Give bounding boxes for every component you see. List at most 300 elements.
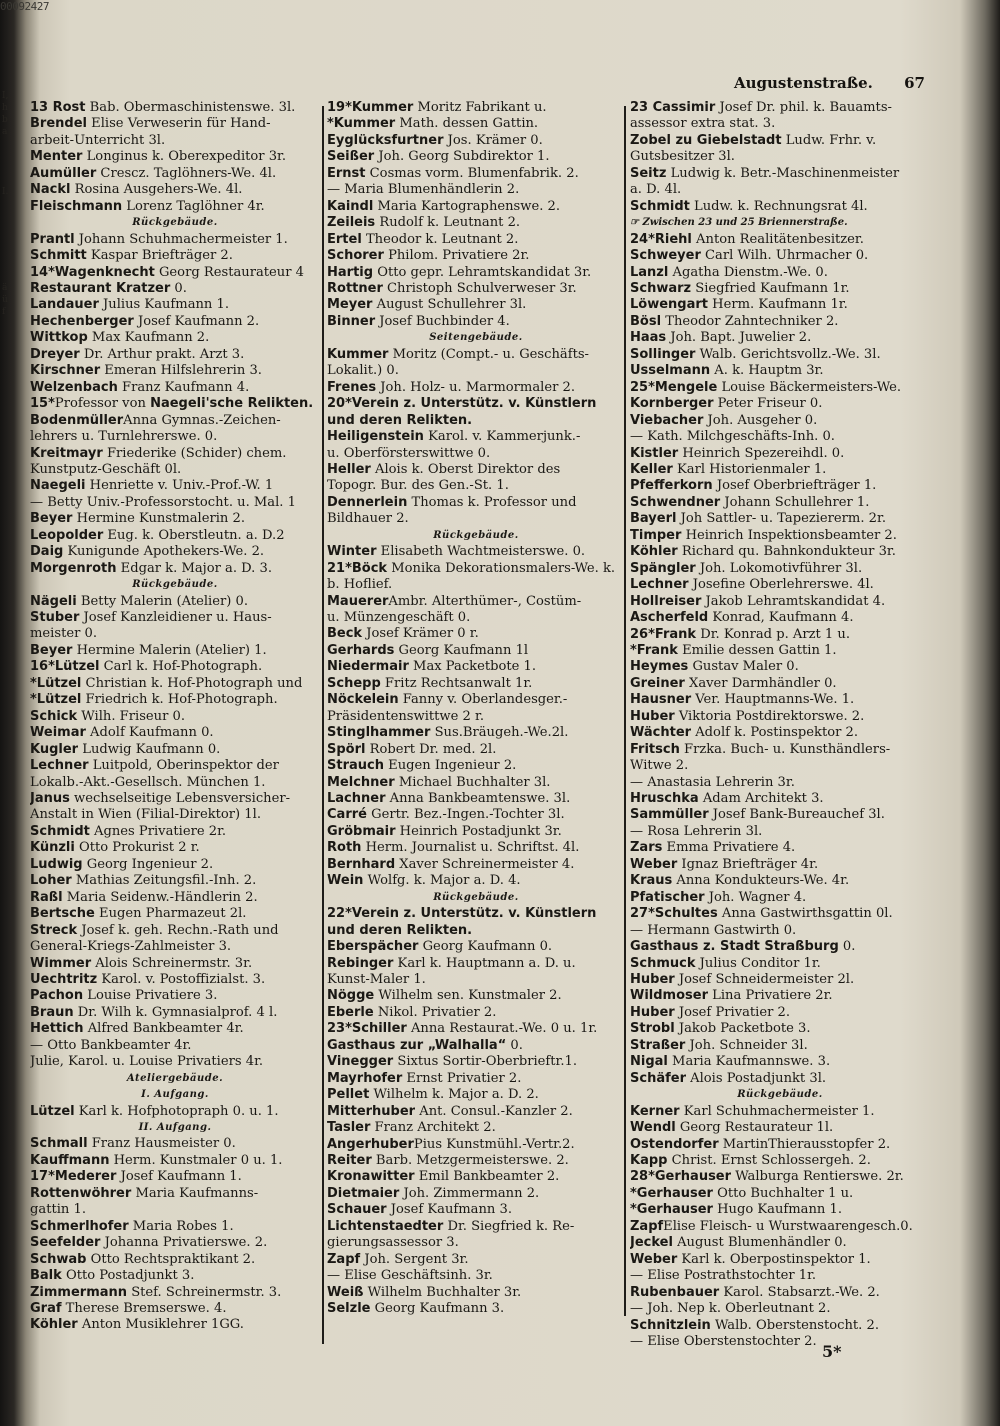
directory-entry xyxy=(630,1021,930,1037)
gutter-fragment xyxy=(2,1038,26,1050)
gutter-fragment xyxy=(2,1194,26,1206)
directory-entry xyxy=(630,1153,930,1169)
resident-name: Melchner xyxy=(327,774,395,790)
entry-details: Stef. Schreinermstr. 3. xyxy=(127,1284,282,1300)
section-heading: I. Aufgang. xyxy=(141,1089,209,1101)
entry-details: Heinrich Inspektionsbeamter 2. xyxy=(681,527,897,543)
entry-details: Herm. Kunstmaler 0 u. 1. xyxy=(109,1152,283,1168)
entry-details: Alois k. Oberst Direktor des xyxy=(370,461,561,477)
resident-name: Wittkop xyxy=(30,330,88,346)
directory-entry xyxy=(630,610,930,626)
entry-details: Adam Architekt 3. xyxy=(698,791,824,807)
resident-name: Gröbmair xyxy=(327,823,396,839)
gutter-fragment xyxy=(2,258,26,270)
entry-details: Joh. Bapt. Juwelier 2. xyxy=(666,330,812,346)
resident-name: Nackl xyxy=(30,182,71,198)
resident-name: Lechner xyxy=(30,758,89,774)
resident-name: Hausner xyxy=(630,692,692,708)
directory-entry xyxy=(327,1219,625,1235)
resident-name: *Frank xyxy=(630,642,678,658)
directory-entry xyxy=(327,116,625,132)
resident-name: Wein xyxy=(327,873,364,889)
directory-entry xyxy=(630,1169,930,1185)
entry-details: Lorenz Taglöhner 4r. xyxy=(122,198,265,214)
directory-entry xyxy=(327,972,625,988)
directory-entry xyxy=(327,1021,625,1037)
directory-entry xyxy=(327,544,625,560)
directory-entry xyxy=(327,347,625,363)
directory-entry xyxy=(30,643,320,659)
gutter-fragment xyxy=(2,1182,26,1194)
resident-name: 19*Kummer xyxy=(327,100,414,115)
entry-details: Josef k. geh. Rechn.-Rath und xyxy=(77,922,279,938)
entry-details: Konrad, Kaufmann 4. xyxy=(708,610,854,626)
gutter-fragment xyxy=(2,1074,26,1086)
directory-entry xyxy=(30,446,320,462)
gutter-fragment xyxy=(2,162,26,174)
directory-entry xyxy=(327,1120,625,1136)
resident-name: Hartig xyxy=(327,264,374,280)
resident-name: Schepp xyxy=(327,675,381,691)
resident-name: Bernhard xyxy=(327,856,396,872)
gutter-fragment xyxy=(2,978,26,990)
resident-name: *Gerhauser xyxy=(630,1202,713,1218)
entry-details: Alois Postadjunkt 3l. xyxy=(685,1070,827,1086)
gutter-fragment xyxy=(2,174,26,186)
entry-details: Agatha Dienstm.-We. 0. xyxy=(668,264,828,280)
entry-details: Emma Privatiere 4. xyxy=(662,840,796,856)
entry-details: Eugen Ingenieur 2. xyxy=(383,758,517,774)
entry-details: Christ. Ernst Schlossergeh. 2. xyxy=(667,1152,871,1168)
gutter-fragment: b xyxy=(2,115,8,125)
resident-name: Winter xyxy=(327,544,377,560)
directory-entry xyxy=(30,857,320,873)
entry-details: Johanna Privatierswe. 2. xyxy=(100,1235,268,1251)
resident-name: 20*Verein z. Unterstütz. v. Künstlern xyxy=(327,396,597,412)
gutter-fragment: I. xyxy=(2,187,9,197)
column-1 xyxy=(30,100,320,1334)
directory-entry xyxy=(630,758,930,774)
directory-entry xyxy=(327,676,625,692)
resident-name: 26*Frank xyxy=(630,626,697,642)
gutter-fragment xyxy=(2,774,26,786)
resident-name: Heymes xyxy=(630,659,689,675)
directory-entry xyxy=(630,1038,930,1054)
directory-entry xyxy=(630,297,930,313)
directory-entry xyxy=(327,775,625,791)
directory-entry xyxy=(327,791,625,807)
directory-entry xyxy=(30,149,320,165)
resident-name: Eberle xyxy=(327,1004,374,1020)
directory-entry xyxy=(30,413,320,429)
resident-name: Weber xyxy=(630,1251,678,1267)
gutter-fragment xyxy=(2,642,26,654)
entry-details: Moritz (Compt.- u. Geschäfts- xyxy=(388,346,589,362)
entry-details: Bab. Obermaschinistenswe. 3l. xyxy=(85,100,296,115)
entry-details: Herm. Kaufmann 1r. xyxy=(708,297,848,313)
resident-name: Sollinger xyxy=(630,346,696,362)
gutter-fragment xyxy=(2,630,26,642)
entry-details: arbeit-Unterricht 3l. xyxy=(30,132,166,148)
column-2 xyxy=(327,100,625,1317)
resident-name: Landauer xyxy=(30,297,99,313)
directory-entry xyxy=(327,692,625,708)
entry-details: Julie, Karol. u. Louise Privatiers 4r. xyxy=(30,1054,264,1070)
gutter-fragment xyxy=(2,498,26,510)
resident-name: Brendel xyxy=(30,116,87,132)
resident-name: Pfatischer xyxy=(630,889,705,905)
directory-entry xyxy=(630,1252,930,1268)
gutter-fragment xyxy=(2,930,26,942)
resident-name: und deren Relikten. xyxy=(327,922,473,938)
entry-details: Anna Restaurat.-We. 0 u. 1r. xyxy=(406,1021,598,1037)
gutter-fragment xyxy=(2,1170,26,1182)
entry-details: Karol. v. Kammerjunk.- xyxy=(423,429,581,445)
entry-details: Josef Oberbriefträger 1. xyxy=(712,478,877,494)
resident-name: Kornberger xyxy=(630,396,714,412)
entry-details: Franz Hausmeister 0. xyxy=(87,1136,236,1152)
section-heading: Seitengebäude. xyxy=(429,332,523,344)
entry-details: Franz Architekt 2. xyxy=(370,1120,496,1136)
entry-details: Emilie dessen Gattin 1. xyxy=(677,642,837,658)
entry-details: Ludw. Frhr. v. xyxy=(781,132,877,148)
resident-name: Morgenroth xyxy=(30,560,117,576)
entry-details: Maria Kaufmannswe. 3. xyxy=(667,1054,831,1070)
directory-entry xyxy=(30,462,320,478)
entry-details: Otto Postadjunkt 3. xyxy=(61,1268,195,1284)
directory-entry xyxy=(327,281,625,297)
resident-name: Seefelder xyxy=(30,1235,101,1251)
entry-details: Ver. Hauptmanns-We. 1. xyxy=(691,692,855,708)
entry-details: Otto Rechtspraktikant 2. xyxy=(86,1251,256,1267)
directory-entry xyxy=(630,659,930,675)
directory-entry xyxy=(30,775,320,791)
entry-details: Anstalt in Wien (Filial-Direktor) 1l. xyxy=(30,807,261,823)
entry-details: Präsidentenswittwe 2 r. xyxy=(327,708,485,724)
gutter-fragment xyxy=(2,1098,26,1110)
directory-entry xyxy=(630,956,930,972)
gutter-fragment xyxy=(2,510,26,522)
resident-name: Kirschner xyxy=(30,363,101,379)
entry-details: — Elise Geschäftsinh. 3r. xyxy=(327,1268,493,1284)
directory-entry xyxy=(630,824,930,840)
resident-name: Wimmer xyxy=(30,955,92,971)
entry-details: Emeran Hilfslehrerin 3. xyxy=(100,363,262,379)
resident-name: Timper xyxy=(630,527,682,543)
gutter-fragment xyxy=(2,702,26,714)
directory-entry xyxy=(327,988,625,1004)
resident-name: Balk xyxy=(30,1268,62,1284)
resident-name: Naegeli'sche Relikten. xyxy=(150,396,314,412)
resident-name: Prantl xyxy=(30,231,75,247)
directory-entry xyxy=(30,1202,320,1218)
resident-name: 23*Schiller xyxy=(327,1021,407,1037)
entry-details: Karol. Stabsarzt.-We. 2. xyxy=(719,1284,880,1300)
entry-details: — Betty Univ.-Professorstocht. u. Mal. 1 xyxy=(30,494,296,510)
entry-details: Josef Krämer 0 r. xyxy=(362,626,479,642)
gutter-fragment xyxy=(2,486,26,498)
resident-name: Huber xyxy=(630,972,675,988)
resident-name: Wendl xyxy=(630,1120,676,1136)
resident-name: Kapp xyxy=(630,1152,668,1168)
entry-details: Dr. Wilh k. Gymnasialprof. 4 l. xyxy=(73,1004,278,1020)
directory-entry xyxy=(630,1334,930,1350)
directory-entry xyxy=(30,100,320,116)
directory-entry xyxy=(327,1301,625,1317)
gutter-fragment xyxy=(2,618,26,630)
entry-details: Julius Conditor 1r. xyxy=(695,955,821,971)
directory-entry xyxy=(630,495,930,511)
entry-details: Siegfried Kaufmann 1r. xyxy=(691,280,850,296)
directory-entry xyxy=(30,906,320,922)
entry-details: Karl Schuhmachermeister 1. xyxy=(679,1103,875,1119)
resident-name: Kugler xyxy=(30,741,79,757)
entry-details: Joh. Schneider 3l. xyxy=(685,1037,808,1053)
resident-name: Menter xyxy=(30,149,83,165)
resident-name: Dietmaier xyxy=(327,1185,400,1201)
directory-entry xyxy=(327,100,625,116)
directory-entry xyxy=(30,478,320,494)
directory-entry xyxy=(630,1137,930,1153)
entry-details: Lina Privatiere 2r. xyxy=(708,988,833,1004)
entry-details: Cosmas vorm. Blumenfabrik. 2. xyxy=(365,165,579,181)
entry-details: — Maria Blumenhändlerin 2. xyxy=(327,182,520,198)
directory-entry xyxy=(30,248,320,264)
directory-entry xyxy=(630,528,930,544)
directory-entry xyxy=(327,446,625,462)
entry-details: Joh. Zimmermann 2. xyxy=(399,1185,540,1201)
gutter-fragment xyxy=(2,426,26,438)
resident-name: 23 Cassimir xyxy=(630,100,716,115)
entry-details: Anna Gastwirthsgattin 0l. xyxy=(717,906,893,922)
entry-details: Gertr. Bez.-Ingen.-Tochter 3l. xyxy=(366,807,565,823)
column-3 xyxy=(630,100,930,1350)
directory-entry xyxy=(630,725,930,741)
gutter-fragment xyxy=(2,858,26,870)
entry-details: u. Oberförsterswittwe 0. xyxy=(327,445,491,461)
entry-details: Anton Realitätenbesitzer. xyxy=(691,231,864,247)
resident-name: Frenes xyxy=(327,379,377,395)
resident-name: Viebacher xyxy=(630,412,704,428)
directory-entry xyxy=(630,330,930,346)
gutter-fragment xyxy=(2,1110,26,1122)
resident-name: 24*Riehl xyxy=(630,231,692,247)
entry-details: 0. xyxy=(838,939,856,955)
entry-details: Otto Buchhalter 1 u. xyxy=(712,1185,854,1201)
resident-name: Lanzl xyxy=(630,264,669,280)
directory-entry xyxy=(630,1104,930,1120)
resident-name: Schmidt xyxy=(30,823,90,839)
gutter-fragment xyxy=(2,666,26,678)
directory-entry xyxy=(30,610,320,626)
entry-details: Karol. v. Postoffizialst. 3. xyxy=(97,971,266,987)
entry-details: assessor extra stat. 3. xyxy=(630,116,776,132)
entry-details: Josef Privatier 2. xyxy=(674,1004,791,1020)
directory-entry xyxy=(630,1005,930,1021)
entry-details: Walb. Gerichtsvollz.-We. 3l. xyxy=(695,346,881,362)
resident-name: Spörl xyxy=(327,741,366,757)
resident-name: Vinegger xyxy=(327,1054,394,1070)
resident-name: Schick xyxy=(30,708,78,724)
entry-details: Heinrich Postadjunkt 3r. xyxy=(395,823,562,839)
scan-reference-number: 00092427 xyxy=(0,0,49,13)
resident-name: Raßl xyxy=(30,889,63,905)
entry-details: Fritz Rechtsanwalt 1r. xyxy=(380,675,533,691)
directory-entry xyxy=(327,1137,625,1153)
directory-entry xyxy=(30,824,320,840)
entry-details: Longinus k. Oberexpeditor 3r. xyxy=(82,149,287,165)
directory-entry xyxy=(30,890,320,906)
directory-entry xyxy=(30,495,320,511)
directory-entry xyxy=(30,116,320,132)
entry-details: Richard qu. Bahnkondukteur 3r. xyxy=(677,544,896,560)
entry-details: Georg Kaufmann 1l xyxy=(394,642,529,658)
gutter-fragment xyxy=(2,762,26,774)
directory-entry xyxy=(630,857,930,873)
gutter-fragment xyxy=(2,834,26,846)
resident-name: Bayerl xyxy=(630,511,677,527)
directory-entry xyxy=(30,1005,320,1021)
signature-mark: 5* xyxy=(822,1342,842,1361)
directory-entry xyxy=(30,297,320,313)
resident-name: Beyer xyxy=(30,511,73,527)
directory-entry xyxy=(630,478,930,494)
resident-name: Ostendorfer xyxy=(630,1136,719,1152)
directory-entry xyxy=(327,709,625,725)
resident-name: Kreitmayr xyxy=(30,445,103,461)
directory-entry xyxy=(630,232,930,248)
directory-entry xyxy=(327,1169,625,1185)
entry-details: Wilhelm k. Major a. D. 2. xyxy=(369,1087,539,1103)
entry-details: Michael Buchhalter 3l. xyxy=(394,774,551,790)
entry-details: Georg Kaufmann 3. xyxy=(370,1301,505,1317)
entry-details: Max Packetbote 1. xyxy=(408,659,537,675)
entry-details: wechselseitige Lebensversicher- xyxy=(69,791,291,806)
resident-name: Haas xyxy=(630,330,667,346)
entry-details: Karl k. Oberpostinspektor 1. xyxy=(677,1251,871,1267)
resident-name: Schweyer xyxy=(630,248,701,264)
running-head-street: Augustenstraße. xyxy=(733,74,873,92)
directory-entry xyxy=(630,544,930,560)
entry-details: Kaspar Briefträger 2. xyxy=(86,248,233,264)
directory-entry xyxy=(327,807,625,823)
gutter-fragment xyxy=(2,450,26,462)
resident-name: Rottenwöhrer xyxy=(30,1185,132,1201)
resident-name: Restaurant Kratzer xyxy=(30,280,171,296)
entry-details: Kunst-Maler 1. xyxy=(327,971,426,987)
directory-entry xyxy=(630,1120,930,1136)
directory-entry xyxy=(327,232,625,248)
entry-details: Joh Sattler- u. Tapeziererm. 2r. xyxy=(676,511,886,527)
directory-entry xyxy=(327,478,625,494)
gutter-fragment: f xyxy=(2,307,6,317)
directory-entry xyxy=(30,511,320,527)
directory-entry xyxy=(327,149,625,165)
directory-entry xyxy=(30,281,320,297)
directory-entry xyxy=(30,725,320,741)
directory-entry xyxy=(630,594,930,610)
entry-details: Joh. Ausgeher 0. xyxy=(703,412,818,428)
gutter-fragment xyxy=(2,150,26,162)
directory-entry xyxy=(30,988,320,1004)
gutter-fragment xyxy=(2,846,26,858)
entry-details: Josef Dr. phil. k. Bauamts- xyxy=(715,100,892,115)
directory-entry xyxy=(630,807,930,823)
resident-name: Gasthaus zur „Walhalla“ xyxy=(327,1037,507,1053)
entry-details: Luitpold, Oberinspektor der xyxy=(88,758,279,774)
entry-details: u. Münzengeschäft 0. xyxy=(327,610,471,626)
entry-details: Adolf k. Postinspektor 2. xyxy=(691,725,859,741)
resident-name: Aumüller xyxy=(30,165,97,181)
resident-name: Streck xyxy=(30,922,78,938)
directory-entry xyxy=(630,939,930,955)
gutter-fragment xyxy=(2,870,26,882)
resident-name: Beyer xyxy=(30,642,73,658)
entry-details: Josef Kanzleidiener u. Haus- xyxy=(79,610,272,626)
entry-details: Heinrich Spezereihdl. 0. xyxy=(678,445,845,461)
directory-entry xyxy=(327,396,625,412)
entry-details: Lokalit.) 0. xyxy=(327,363,399,379)
resident-name: 13 Rost xyxy=(30,100,86,115)
directory-entry xyxy=(630,281,930,297)
resident-name: Nögge xyxy=(327,988,375,1004)
entry-details: Pius Kunstmühl.-Vertr.2. xyxy=(413,1136,575,1152)
directory-entry xyxy=(30,314,320,330)
entry-details: Wilhelm sen. Kunstmaler 2. xyxy=(374,988,562,1004)
directory-entry xyxy=(30,1054,320,1070)
directory-entry xyxy=(327,643,625,659)
entry-details: Xaver Schreinermeister 4. xyxy=(395,856,575,872)
directory-entry xyxy=(630,116,930,132)
directory-entry xyxy=(327,561,625,577)
directory-entry xyxy=(30,1268,320,1284)
gutter-fragment xyxy=(2,462,26,474)
directory-entry xyxy=(630,380,930,396)
resident-name: Eberspächer xyxy=(327,939,419,955)
directory-entry xyxy=(630,988,930,1004)
entry-details: Dr. Siegfried k. Re- xyxy=(443,1218,575,1234)
directory-entry xyxy=(327,1186,625,1202)
gutter-fragment xyxy=(2,894,26,906)
resident-name: Ludwig xyxy=(30,856,83,872)
section-heading: Rückgebäude. xyxy=(737,1089,823,1101)
entry-details: Julius Kaufmann 1. xyxy=(98,297,230,313)
entry-details: Peter Friseur 0. xyxy=(713,396,823,412)
resident-name: Hruschka xyxy=(630,791,699,807)
entry-details: Emil Bankbeamter 2. xyxy=(414,1169,560,1185)
directory-entry xyxy=(30,939,320,955)
directory-entry xyxy=(30,1104,320,1120)
directory-entry xyxy=(30,1252,320,1268)
resident-name: Leopolder xyxy=(30,527,104,543)
resident-name: Künzli xyxy=(30,840,75,856)
directory-entry xyxy=(630,199,930,215)
gutter-fragment xyxy=(2,678,26,690)
entry-details: Alfred Bankbeamter 4r. xyxy=(83,1021,244,1037)
resident-name: Greiner xyxy=(630,675,685,691)
directory-entry xyxy=(327,594,625,610)
entry-details: Wilhelm Buchhalter 3r. xyxy=(363,1284,522,1300)
entry-details: Josef Kaufmann 1. xyxy=(116,1169,242,1185)
resident-name: Schwab xyxy=(30,1251,87,1267)
entry-details: Betty Malerin (Atelier) 0. xyxy=(76,593,248,609)
column-rule-left xyxy=(322,106,324,1344)
entry-details: Crescz. Taglöhners-We. 4l. xyxy=(96,165,277,181)
entry-details: Sus.Bräugeh.-We.2l. xyxy=(430,725,569,741)
resident-name: Pfefferkorn xyxy=(630,478,713,494)
gutter-fragment xyxy=(2,246,26,258)
resident-name: Usselmann xyxy=(630,363,711,379)
